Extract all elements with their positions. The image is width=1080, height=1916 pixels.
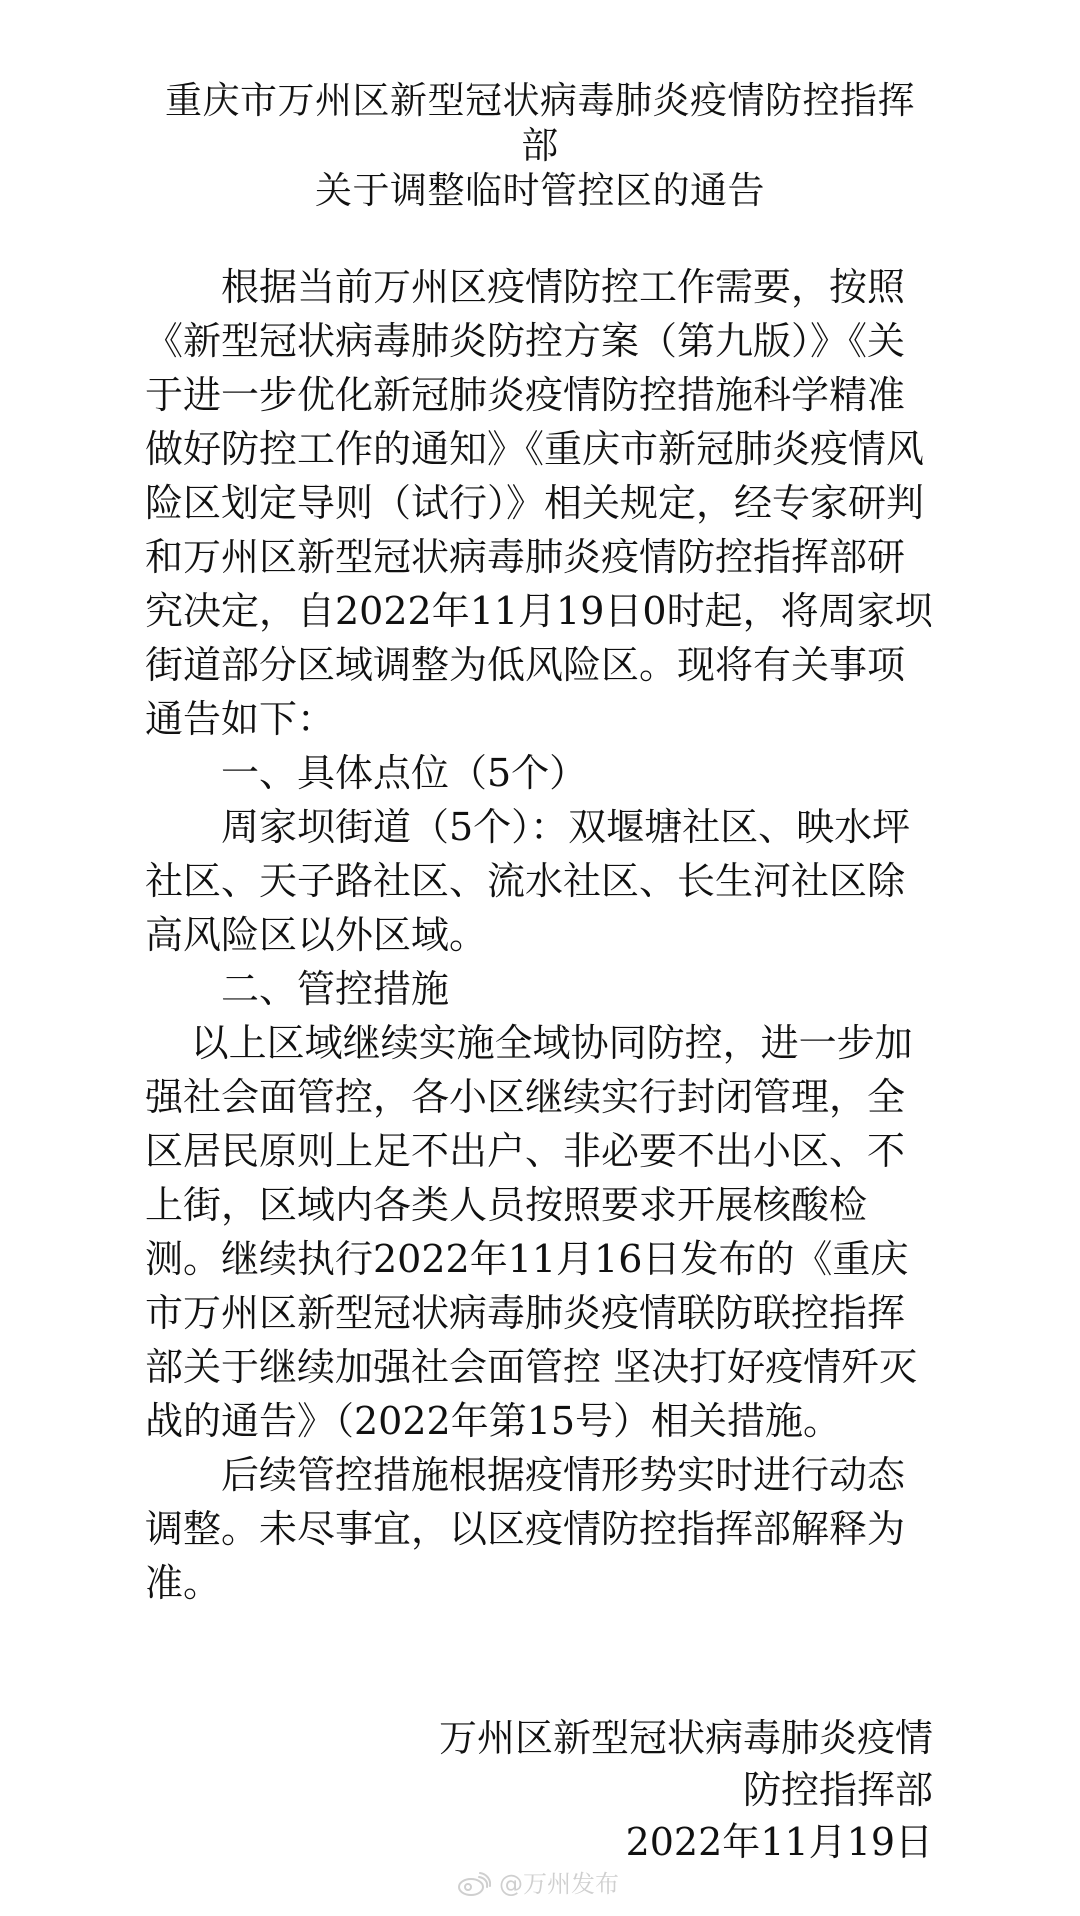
title-line-1: 重庆市万州区新型冠状病毒肺炎疫情防控指挥 — [165, 79, 915, 122]
watermark-text: @万州发布 — [499, 1870, 619, 1898]
signature-block — [313, 1712, 933, 1868]
intro-paragraph: 根据当前万州区疫情防控工作需要，按照《新型冠状病毒肺炎防控方案（第九版）》《关于进一步优化新冠肺炎疫情防控措施科学精准做好防控工作的通知》《重庆市新冠肺炎疫情风险区划定导则（试行）》相关规定，经专家研判和万州区新型冠状病毒肺炎疫情防控指挥部研究决定，自2022年11月19日0时起，将周家坝街道部分区域调整为低风险区。现将有关事项通告如下： — [145, 265, 933, 741]
section-heading-measures: 二、管控措施 — [221, 967, 450, 1011]
locations-paragraph: 周家坝街道（5个）：双堰塘社区、映水坪社区、天子路社区、流水社区、长生河社区除高风险区以外区域。 — [145, 805, 911, 957]
weibo-icon — [457, 1871, 491, 1897]
closing-paragraph: 后续管控措施根据疫情形势实时进行动态调整。未尽事宜，以区疫情防控指挥部解释为准。 — [145, 1453, 906, 1605]
title-line-2: 部 — [521, 124, 559, 167]
measures-paragraph: 以上区域继续实施全域协同防控，进一步加强社会面管控，各小区继续实行封闭管理，全区居民原则上足不出户、非必要不出小区、不上街，区域内各类人员按照要求开展核酸检测。继续执行2022年11月16日发布的《重庆市万州区新型冠状病毒肺炎疫情联防联控指挥部关于继续加强社会面管控 坚决打好疫情歼灭战的通告》（2022年第15号）相关措施。 — [145, 1021, 918, 1443]
signature-org-line-1: 万州区新型冠状病毒肺炎疫情 — [438, 1716, 933, 1760]
title-line-3: 关于调整临时管控区的通告 — [315, 169, 765, 212]
signature-date: 2022年11月19日 — [625, 1820, 933, 1864]
signature-org-line-2: 防控指挥部 — [742, 1768, 933, 1812]
notice-body — [145, 260, 935, 1610]
section-heading-locations: 一、具体点位（5个） — [221, 751, 588, 795]
weibo-watermark — [457, 1868, 619, 1900]
notice-title — [145, 78, 935, 213]
